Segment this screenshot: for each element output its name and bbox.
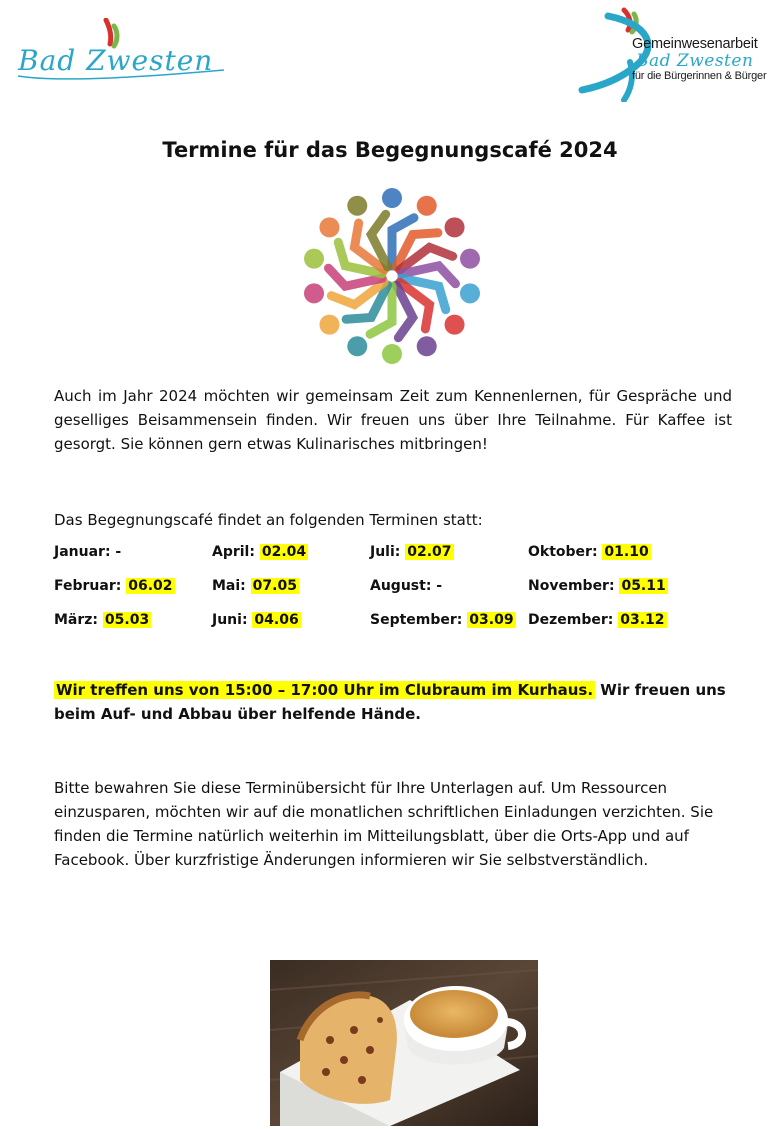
- person-head: [460, 249, 480, 269]
- date-entry: [370, 574, 442, 598]
- date-value: 06.02: [128, 578, 173, 594]
- person-head: [304, 249, 324, 269]
- person-head: [347, 196, 367, 216]
- person-head: [417, 336, 437, 356]
- date-value: 07.05: [252, 578, 297, 594]
- logo-left-text: Bad Zwesten: [18, 44, 214, 77]
- dates-table: [54, 540, 744, 642]
- month-label: Dezember:: [528, 612, 614, 628]
- date-entry: [370, 540, 454, 564]
- meeting-highlight: Wir treffen uns von 15:00 – 17:00 Uhr im Clubraum im Kurhaus.: [56, 681, 594, 699]
- month-label: Juni:: [212, 612, 248, 628]
- date-value: 01.10: [604, 544, 649, 560]
- date-entry: [528, 608, 667, 632]
- intro-paragraph: Auch im Jahr 2024 möchten wir gemeinsam Zeit zum Kennenlernen, für Gespräche und geselliges Beisammensein finden. Wir freuen uns über Ihre Teilnahme. Für Kaffee ist gesorgt. Sie können gern etwas Kulinarisches mitbringen!: [54, 387, 732, 453]
- date-value: 05.11: [621, 578, 666, 594]
- coffee-cake-photo: [270, 960, 538, 1126]
- date-value: 05.03: [104, 612, 150, 628]
- date-entry: [212, 608, 301, 632]
- person-head: [304, 283, 324, 303]
- meeting-rest: Wir freuen uns beim Auf- und Abbau über helfende Hände.: [54, 681, 726, 723]
- date-value: 04.06: [254, 612, 299, 628]
- date-entry: [528, 540, 651, 564]
- month-label: März:: [54, 612, 99, 628]
- date-entry: [212, 540, 308, 564]
- dates-row: [54, 574, 744, 608]
- month-label: Januar:: [54, 544, 111, 560]
- month-label: Mai:: [212, 578, 246, 594]
- person-head: [417, 196, 437, 216]
- date-value: 02.07: [407, 544, 452, 560]
- person-head: [445, 217, 465, 237]
- month-label: Februar:: [54, 578, 122, 594]
- date-value: 03.09: [469, 612, 514, 628]
- dates-intro: Das Begegnungscafé findet an folgenden Terminen statt:: [54, 511, 483, 529]
- dates-row: [54, 540, 744, 574]
- month-label: Oktober:: [528, 544, 598, 560]
- logo-right-line1: Gemeinwesenarbeit: [632, 36, 758, 52]
- date-value: -: [115, 544, 122, 560]
- month-label: September:: [370, 612, 463, 628]
- date-entry: [528, 574, 668, 598]
- person-head: [347, 336, 367, 356]
- meeting-info: [54, 678, 734, 726]
- person-head: [382, 344, 402, 364]
- date-entry: [54, 540, 121, 564]
- person-head: [319, 217, 339, 237]
- logo-right-line3: für die Bürgerinnen & Bürger: [632, 70, 767, 82]
- bad-zwesten-logo: [14, 18, 234, 88]
- person-head: [319, 315, 339, 335]
- month-label: November:: [528, 578, 615, 594]
- month-label: April:: [212, 544, 255, 560]
- date-entry: [54, 574, 175, 598]
- month-label: August:: [370, 578, 432, 594]
- dates-row: [54, 608, 744, 642]
- people-circle-illustration: [294, 184, 490, 374]
- person-head: [460, 283, 480, 303]
- date-value: 03.12: [620, 612, 665, 628]
- date-value: -: [436, 578, 443, 594]
- month-label: Juli:: [370, 544, 401, 560]
- date-entry: [212, 574, 299, 598]
- person-head: [382, 188, 402, 208]
- page-title: Termine für das Begegnungscafé 2024: [162, 138, 618, 162]
- person-head: [445, 315, 465, 335]
- date-value: 02.04: [261, 544, 307, 560]
- gemeinwesenarbeit-logo: [578, 6, 774, 102]
- date-entry: [370, 608, 516, 632]
- logo-right-line2: Bad Zwesten: [636, 51, 754, 71]
- date-entry: [54, 608, 151, 632]
- closing-paragraph: Bitte bewahren Sie diese Terminübersicht für Ihre Unterlagen auf. Um Ressourcen einzusparen, möchten wir auf die monatlichen schriftlichen Einladungen verzichten. Sie finden die Termine natürlich weiterhin im Mitteilungsblatt, über die Orts-App und auf Facebook. Über kurzfristige Änderungen informieren wir Sie selbstverständlich.: [54, 779, 714, 869]
